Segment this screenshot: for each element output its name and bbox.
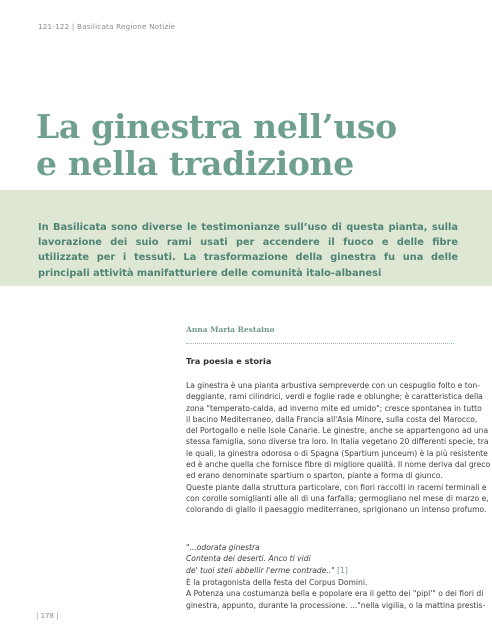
body-line: del Portogallo e nelle Isole Canarie. Le ginestre, anche se appartengono ad una — [186, 426, 489, 436]
body-line: zona "temperato-calda, ad inverno mite ed umido"; cresce spontanea in tutto — [186, 403, 482, 413]
quote-line: Contenta dei deserti. Anco ti vidi — [186, 554, 311, 564]
lead-paragraph: In Basilicata sono diverse le testimonianze sull’uso di questa pianta, sulla lavorazione dei suio rami usati per accendere il fuoco e delle fibre utilizzate per i tessuti. La trasformazione della ginestra fu una delle principali attività manifatturiere delle comunità italo-albanesi — [38, 222, 458, 279]
body-paragraph — [186, 380, 491, 516]
page-number: | 178 | — [36, 612, 59, 620]
section-divider — [186, 343, 454, 344]
body-line: con corolle somiglianti alle ali di una farfalla; germogliano nel mese di marzo e, — [186, 493, 489, 503]
body-paragraph-2 — [186, 577, 486, 611]
article-title-line-1: La ginestra nell’uso — [36, 107, 397, 146]
quote-line: de' tuoi steli abbellir l'erme contrade.." — [186, 565, 335, 575]
body-line: ed erano denominate spartium o sparton, piante a forma di giunco. — [186, 471, 443, 481]
body-line: deggiante, rami cilindrici, verdi e foglie rade e oblunghe; è caratteristica della — [186, 392, 483, 402]
article-title-line-2: e nella tradizione — [36, 144, 354, 183]
section-heading: Tra poesia e storia — [186, 356, 272, 366]
body-line: Queste piante dalla struttura particolare, con fiori raccolti in racemi terminali e — [186, 482, 487, 492]
body-line: stessa famiglia, sono diverse tra loro. In Italia vegetano 20 differenti specie, tra — [186, 437, 489, 447]
body-line: il bacino Mediterraneo, dalla Francia all'Asia Minore, sulla costa del Marocco, — [186, 414, 478, 424]
body-line: colorando di giallo il paesaggio mediterraneo, sprigionano un intenso profumo. — [186, 505, 487, 515]
poem-quote — [186, 542, 456, 576]
body-line: le quali, la ginestra odorosa o di Spagna (Spartium junceum) è la più resistente — [186, 448, 488, 458]
quote-line-with-footnote — [186, 565, 456, 576]
body-line: ed è anche quella che fornisce fibre di migliore qualità. Il nome deriva dal greco — [186, 460, 491, 470]
body-line: A Potenza una costumanza bella e popolare era il getto dei "pipl'" o dei fiori di — [186, 589, 484, 599]
footnote-ref: [1] — [337, 565, 348, 575]
body-line: È la protagonista della festa del Corpus Domini. — [186, 578, 368, 587]
running-head: 121-122 | Basilicata Regione Notizie — [38, 22, 176, 31]
author-name: Anna Maria Restaino — [186, 325, 275, 334]
article-title — [36, 108, 476, 182]
body-line: ginestra, appunto, durante la processione. ..."nella vigilia, o la mattina prestis- — [186, 600, 486, 610]
quote-line: "...odorata ginestra — [186, 543, 260, 552]
body-line: La ginestra è una pianta arbustiva sempreverde con un cespuglio folto e ton- — [186, 381, 480, 390]
